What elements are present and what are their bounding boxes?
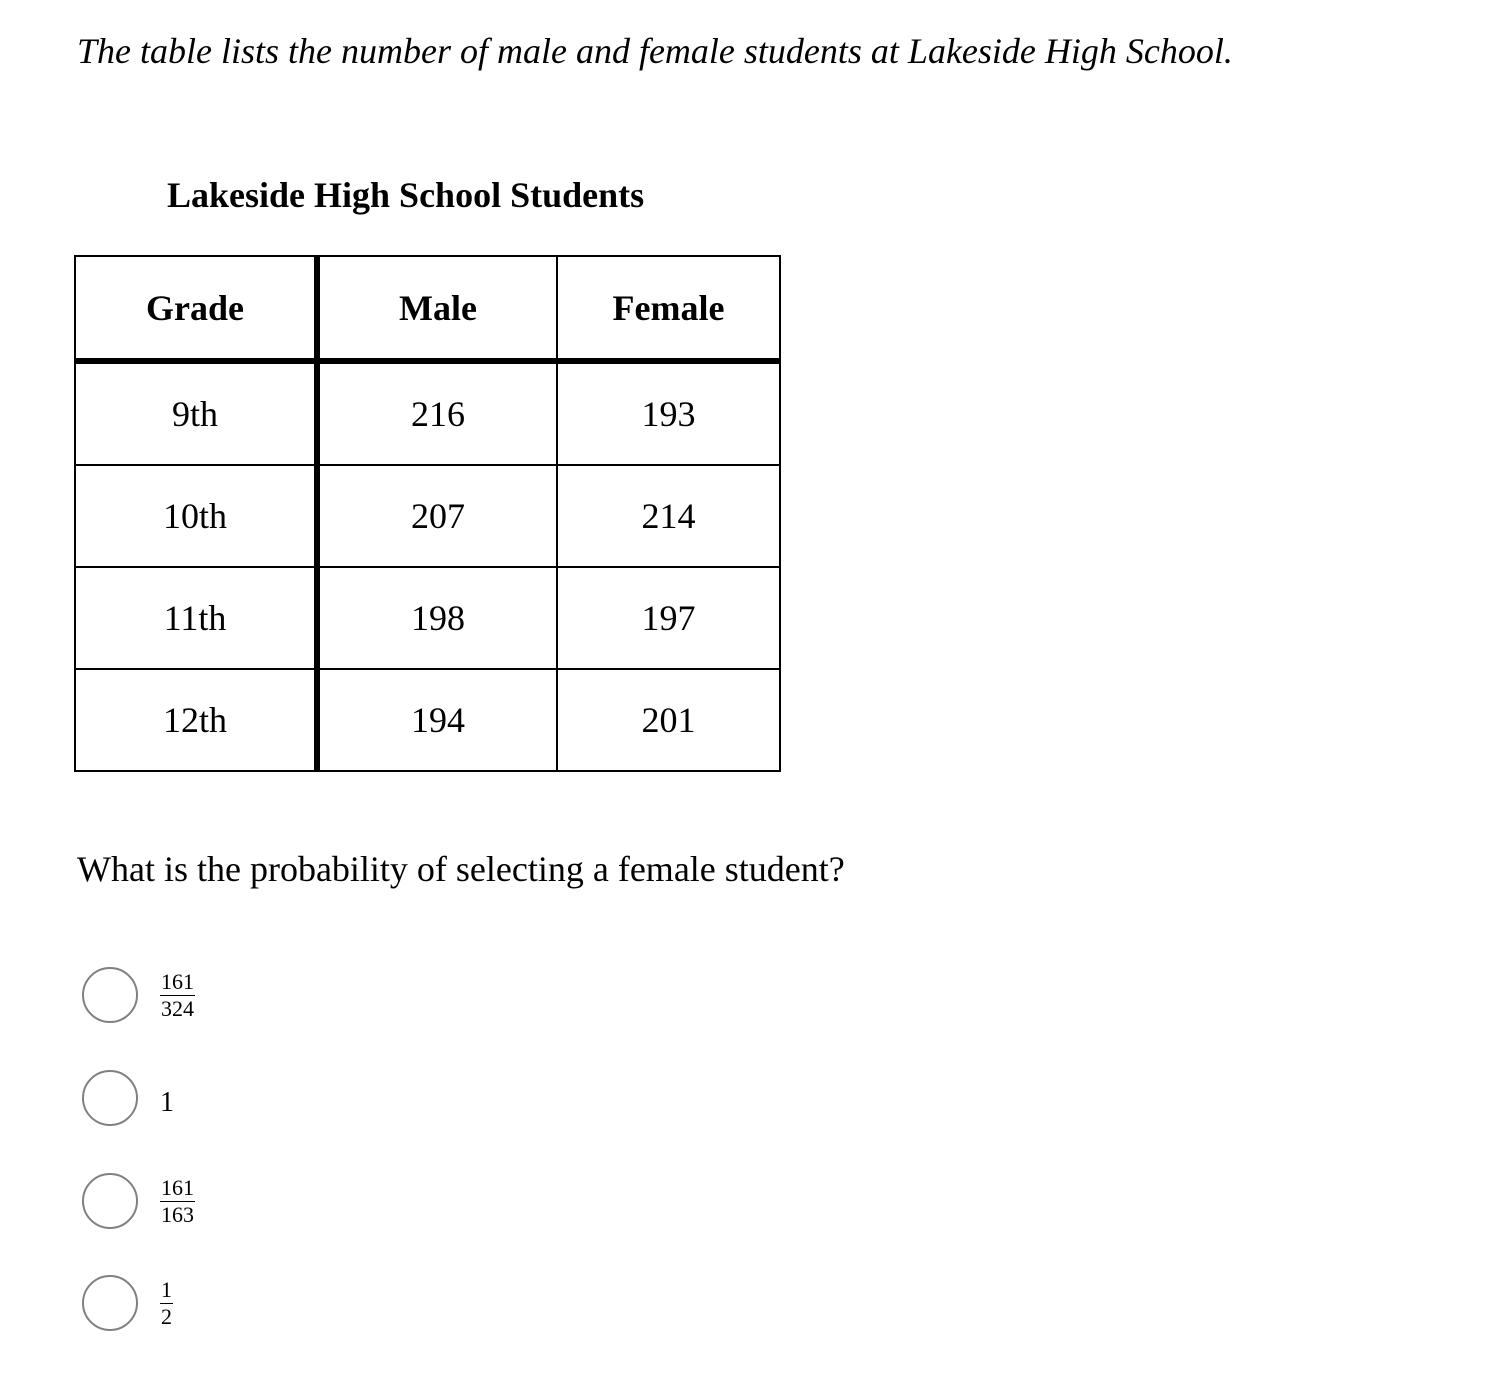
table-row [75,669,780,771]
cell-male: 194 [317,669,557,771]
header-female: Female [557,256,780,361]
students-table [74,255,781,772]
choice-c-label [160,1176,195,1227]
fraction-numerator: 161 [161,968,194,994]
answer-choice-b[interactable] [82,1066,174,1130]
cell-grade: 12th [75,669,317,771]
cell-female: 193 [557,361,780,465]
question-text: What is the probability of selecting a female student? [77,849,845,889]
fraction-denominator: 2 [161,1303,172,1329]
fraction-c [160,1176,195,1227]
radio-button-b[interactable] [82,1070,138,1126]
fraction-a [160,970,195,1021]
answer-choice-c[interactable] [82,1169,195,1233]
table-title: Lakeside High School Students [167,175,645,215]
header-male: Male [317,256,557,361]
fraction-denominator: 163 [161,1201,194,1227]
table-row [75,465,780,567]
cell-male: 216 [317,361,557,465]
fraction-numerator: 1 [161,1276,172,1302]
intro-text: The table lists the number of male and female students at Lakeside High School. [77,31,1233,71]
choice-a-label [160,970,195,1021]
table-header-row [75,256,780,361]
fraction-d [160,1278,173,1329]
radio-button-a[interactable] [82,967,138,1023]
cell-female: 201 [557,669,780,771]
choice-d-label [160,1278,173,1329]
answer-choice-d[interactable] [82,1271,173,1335]
answer-choice-a[interactable] [82,963,195,1027]
header-grade: Grade [75,256,317,361]
cell-male: 207 [317,465,557,567]
radio-button-d[interactable] [82,1275,138,1331]
cell-female: 197 [557,567,780,669]
fraction-numerator: 161 [161,1174,194,1200]
choice-b-label [160,1077,174,1119]
fraction-denominator: 324 [161,995,194,1021]
cell-grade: 11th [75,567,317,669]
cell-grade: 9th [75,361,317,465]
table-row [75,567,780,669]
table-row [75,361,780,465]
cell-grade: 10th [75,465,317,567]
radio-button-c[interactable] [82,1173,138,1229]
cell-male: 198 [317,567,557,669]
choice-b-value: 1 [160,1087,174,1118]
cell-female: 214 [557,465,780,567]
